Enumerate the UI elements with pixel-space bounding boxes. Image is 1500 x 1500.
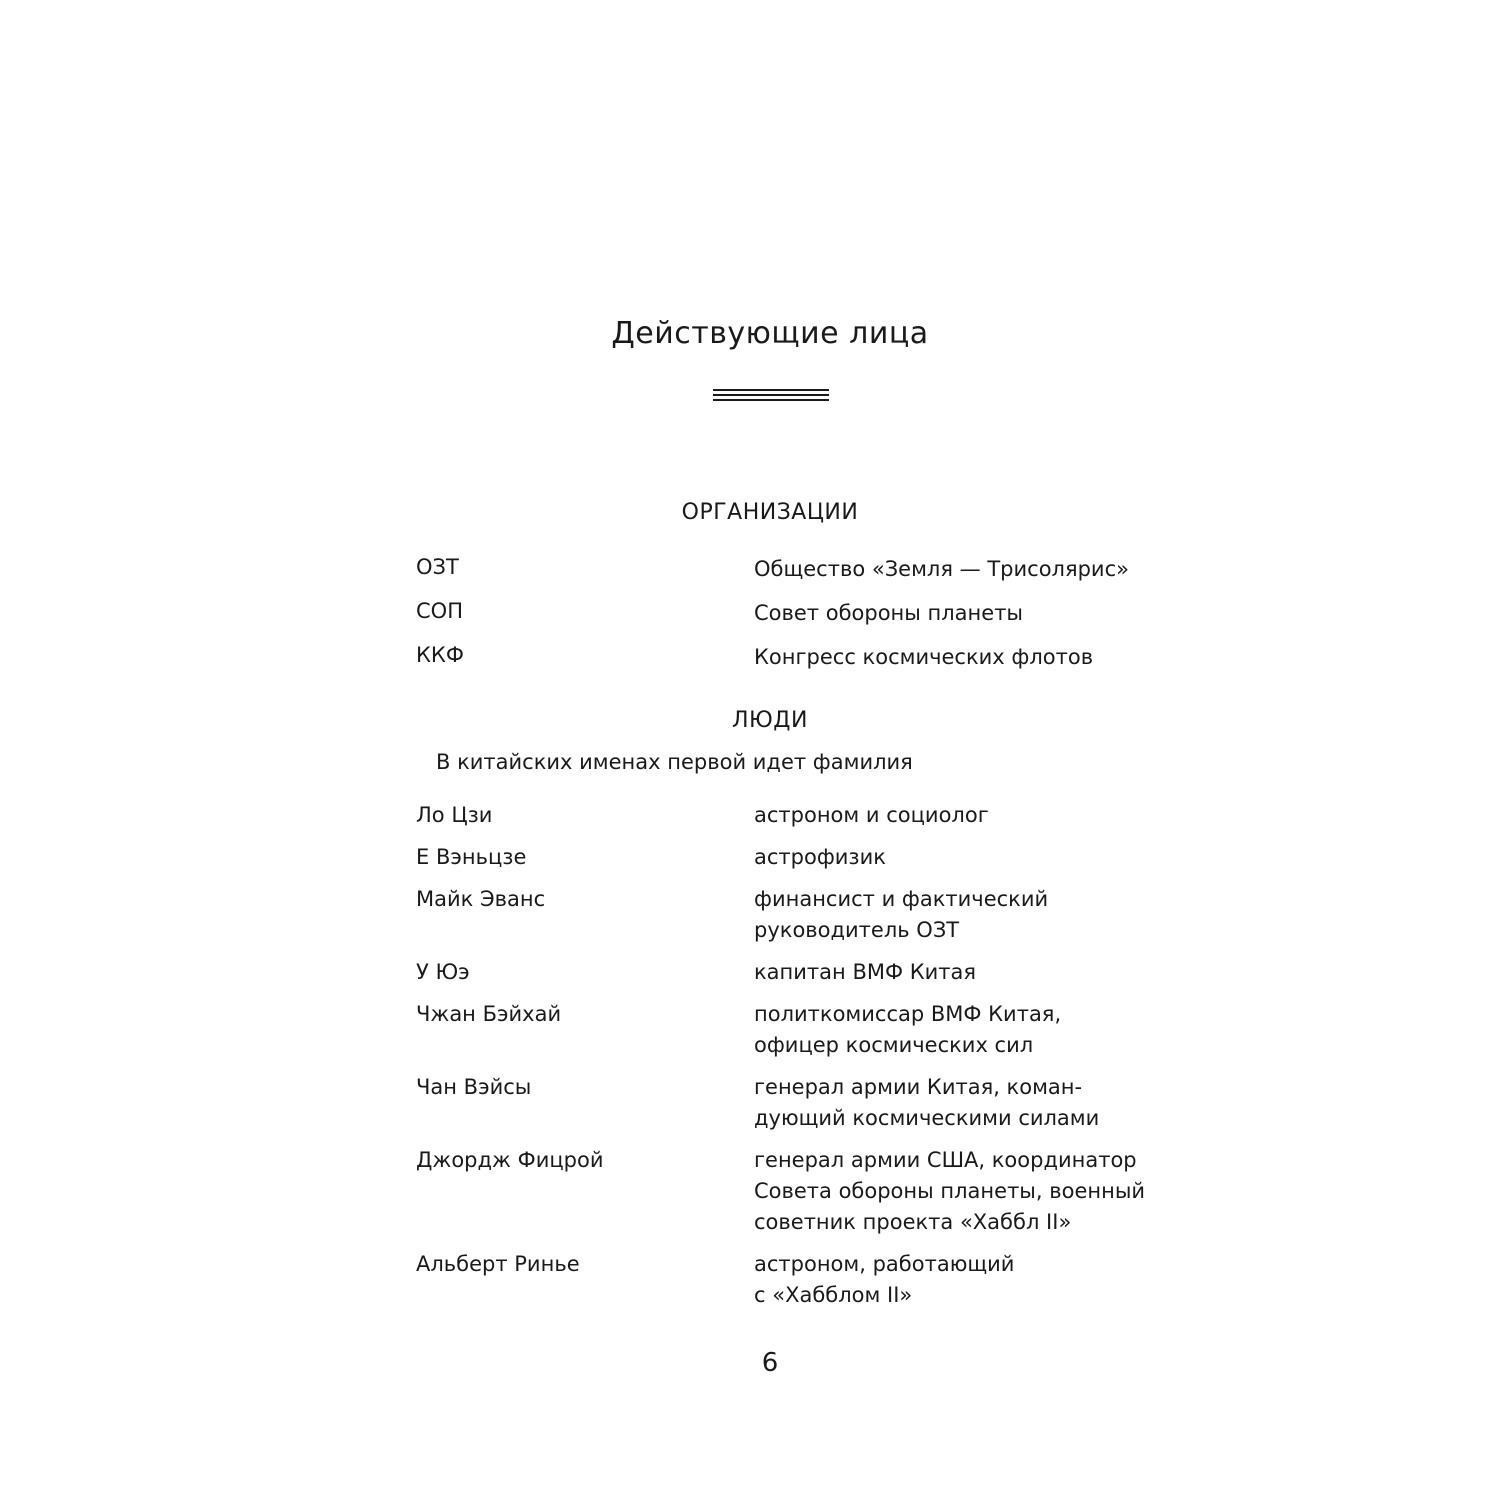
person-description-line: Совета обороны планеты, военный bbox=[754, 1179, 1146, 1203]
organizations-heading: ОРГАНИЗАЦИИ bbox=[681, 500, 859, 525]
person-name: Ло Цзи bbox=[416, 803, 493, 827]
person-name: Чан Вэйсы bbox=[416, 1075, 532, 1099]
person-description-line: советник проекта «Хаббл II» bbox=[754, 1210, 1072, 1234]
person-description-line: с «Хабблом II» bbox=[754, 1283, 913, 1307]
person-description-line: политкомиссар ВМФ Китая, bbox=[754, 1002, 1062, 1026]
page-number: 6 bbox=[761, 1348, 779, 1378]
person-description bbox=[754, 1072, 1154, 1134]
organization-name bbox=[754, 554, 1154, 585]
title-underline-ornament bbox=[713, 389, 829, 403]
person-description bbox=[754, 999, 1154, 1061]
organization-name-line: Конгресс космических флотов bbox=[754, 645, 1094, 669]
organization-abbr: ОЗТ bbox=[416, 555, 459, 579]
person-name: Чжан Бэйхай bbox=[416, 1002, 562, 1026]
organization-name bbox=[754, 642, 1154, 673]
people-heading: ЛЮДИ bbox=[732, 708, 808, 733]
organization-abbr: СОП bbox=[416, 599, 463, 623]
person-description bbox=[754, 800, 1154, 831]
person-description bbox=[754, 884, 1154, 946]
person-name: Джордж Фицрой bbox=[416, 1148, 604, 1172]
naming-note: В китайских именах первой идет фамилия bbox=[436, 750, 913, 774]
person-description-line: капитан ВМФ Китая bbox=[754, 960, 977, 984]
person-description-line: офицер космических сил bbox=[754, 1033, 1034, 1057]
person-description-line: генерал армии США, координатор bbox=[754, 1148, 1137, 1172]
person-description-line: астрофизик bbox=[754, 845, 886, 869]
person-description-line: астроном и социолог bbox=[754, 803, 989, 827]
person-name: Альберт Ринье bbox=[416, 1252, 580, 1276]
person-description-line: генерал армии Китая, коман- bbox=[754, 1075, 1083, 1099]
person-name: Майк Эванс bbox=[416, 887, 546, 911]
person-description-line: руководитель ОЗТ bbox=[754, 918, 960, 942]
person-description-line: астроном, работающий bbox=[754, 1252, 1015, 1276]
ornament-line bbox=[713, 394, 829, 396]
person-name: Е Вэньцзе bbox=[416, 845, 527, 869]
person-description bbox=[754, 842, 1154, 873]
ornament-line bbox=[713, 389, 829, 391]
person-description bbox=[754, 1145, 1154, 1238]
person-description-line: дующий космическими силами bbox=[754, 1106, 1100, 1130]
organization-abbr: ККФ bbox=[416, 643, 464, 667]
person-description bbox=[754, 1249, 1154, 1311]
person-description bbox=[754, 957, 1154, 988]
person-name: У Юэ bbox=[416, 960, 470, 984]
page-title: Действующие лица bbox=[611, 316, 929, 351]
ornament-line bbox=[713, 399, 829, 401]
organization-name bbox=[754, 598, 1154, 629]
organization-name-line: Совет обороны планеты bbox=[754, 601, 1024, 625]
person-description-line: финансист и фактический bbox=[754, 887, 1049, 911]
organization-name-line: Общество «Земля — Трисолярис» bbox=[754, 557, 1129, 581]
